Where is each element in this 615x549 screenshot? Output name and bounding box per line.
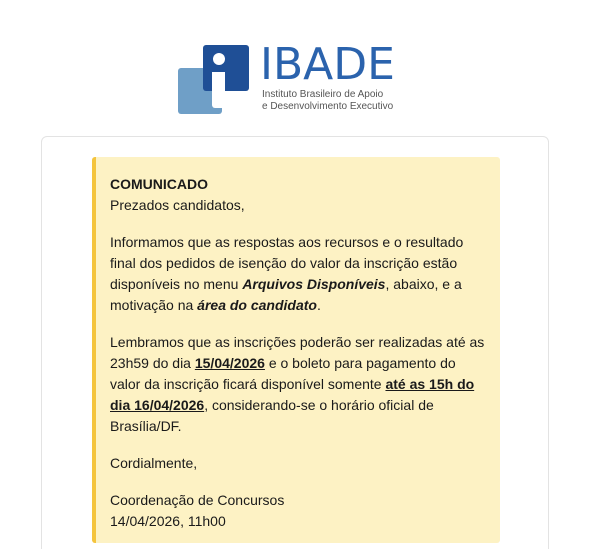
logo-subtitle xyxy=(262,89,393,113)
p1-text-c: , abaixo, e a motivação na xyxy=(110,276,462,313)
boleto-deadline: até as 15h do dia 16/04/2026 xyxy=(110,376,475,413)
area-do-candidato-ref: área do candidato xyxy=(197,297,317,313)
notice-paragraph-2 xyxy=(110,332,486,437)
p2-text-e: , considerando-se o horário oficial de Brasília/DF. xyxy=(110,397,434,434)
ibade-i-logo-icon xyxy=(178,42,258,118)
logo-subtitle-line1: Instituto Brasileiro de Apoio xyxy=(262,89,384,100)
notice-date: 14/04/2026, 11h00 xyxy=(110,513,226,529)
registration-deadline-date: 15/04/2026 xyxy=(194,355,265,371)
p1-text-a: Informamos que as respostas aos recursos e o resultado final dos pedidos de isenção do valor da inscrição estão disponíveis no menu xyxy=(110,234,464,292)
p1-text-e: . xyxy=(316,297,321,313)
notice-title: COMUNICADO xyxy=(110,176,208,192)
p2-text-a: Lembramos que as inscrições poderão ser realizadas até as 23h59 do dia xyxy=(110,334,485,371)
notice-card xyxy=(41,136,549,549)
notice-signature: Coordenação de Concursos xyxy=(110,492,285,508)
p2-text-c: e o boleto para pagamento do valor da inscrição ficará disponível somente xyxy=(110,355,456,392)
notice-paragraph-1 xyxy=(110,232,486,316)
notice-greeting: Prezados candidatos, xyxy=(110,197,245,213)
logo-subtitle-line2: e Desenvolvimento Executivo xyxy=(262,101,394,112)
notice-box xyxy=(92,157,500,543)
notice-closing: Cordialmente, xyxy=(110,455,198,471)
logo-wordmark: IBADE xyxy=(260,39,395,90)
arquivos-disponiveis-menu-ref: Arquivos Disponíveis xyxy=(242,276,386,292)
ibade-logo[interactable] xyxy=(178,39,418,122)
